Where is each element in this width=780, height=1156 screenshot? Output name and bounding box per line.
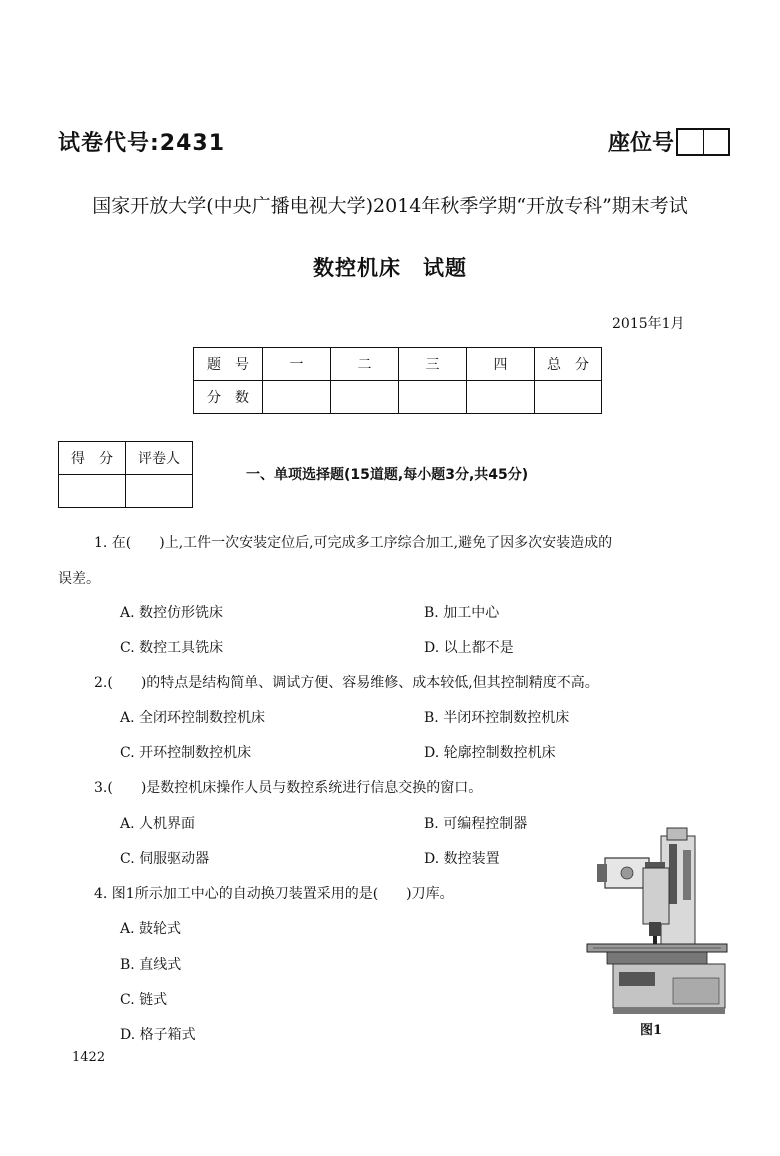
grader-table xyxy=(58,441,193,508)
question-2-option-b: B. 半闭环控制数控机床 xyxy=(424,710,570,726)
question-1-option-c: C. 数控工具铣床 xyxy=(120,640,224,656)
question-4-option-c: C. 链式 xyxy=(120,992,168,1008)
question-2-line-1: 2.( )的特点是结构简单、调试方便、容易维修、成本较低,但其控制精度不高。 xyxy=(94,675,599,691)
section-heading: 一、单项选择题(15道题,每小题3分,共45分) xyxy=(246,467,529,483)
score-table-header-row xyxy=(194,348,602,381)
seat-label: 座位号 xyxy=(608,131,675,156)
page-number: 1422 xyxy=(72,1050,106,1065)
score-table xyxy=(193,347,602,414)
question-3-option-a: A. 人机界面 xyxy=(120,816,196,832)
question-2-option-d: D. 轮廓控制数控机床 xyxy=(424,745,556,761)
score-table-cell: 题 号 xyxy=(194,348,263,381)
question-4-option-d: D. 格子箱式 xyxy=(120,1027,196,1043)
score-table-blank xyxy=(399,381,467,414)
score-table-blank xyxy=(467,381,535,414)
grader-score-blank xyxy=(59,475,126,508)
score-table-row-label: 分 数 xyxy=(194,381,263,414)
paper-code: 试卷代号:2431 xyxy=(58,131,226,156)
score-table-score-row xyxy=(194,381,602,414)
machining-center-image xyxy=(583,822,729,1018)
question-4-option-a: A. 鼓轮式 xyxy=(120,921,182,937)
seat-number xyxy=(608,126,730,157)
question-2-option-c: C. 开环控制数控机床 xyxy=(120,745,252,761)
question-1-option-a: A. 数控仿形铣床 xyxy=(120,605,224,621)
question-4-line-1: 4. 图1所示加工中心的自动换刀装置采用的是( )刀库。 xyxy=(94,886,454,902)
score-table-blank xyxy=(263,381,331,414)
question-4-option-b: B. 直线式 xyxy=(120,957,182,973)
figure-caption: 图1 xyxy=(640,1023,663,1038)
subject-title: 数控机床 试题 xyxy=(313,256,467,280)
question-2-option-a: A. 全闭环控制数控机床 xyxy=(120,710,266,726)
grader-label: 评卷人 xyxy=(126,442,193,475)
grader-score-label: 得 分 xyxy=(59,442,126,475)
question-3-line-1: 3.( )是数控机床操作人员与数控系统进行信息交换的窗口。 xyxy=(94,780,483,796)
score-table-blank xyxy=(535,381,602,414)
question-1-line-2: 误差。 xyxy=(58,571,100,587)
seat-number-boxes xyxy=(676,128,730,156)
question-3-option-b: B. 可编程控制器 xyxy=(424,816,528,832)
score-table-cell: 二 xyxy=(331,348,399,381)
question-1-option-b: B. 加工中心 xyxy=(424,605,500,621)
score-table-cell: 四 xyxy=(467,348,535,381)
score-table-blank xyxy=(331,381,399,414)
exam-title: 国家开放大学(中央广播电视大学)2014年秋季学期“开放专科”期末考试 xyxy=(92,195,688,217)
question-3-option-d: D. 数控装置 xyxy=(424,851,500,867)
score-table-cell: 总 分 xyxy=(535,348,602,381)
question-1-line-1: 1. 在( )上,工件一次安装定位后,可完成多工序综合加工,避免了因多次安装造成的 xyxy=(94,535,613,551)
score-table-cell: 一 xyxy=(263,348,331,381)
score-table-cell: 三 xyxy=(399,348,467,381)
question-1-option-d: D. 以上都不是 xyxy=(424,640,514,656)
question-3-option-c: C. 伺服驱动器 xyxy=(120,851,210,867)
exam-date: 2015年1月 xyxy=(612,316,685,332)
grader-name-blank xyxy=(126,475,193,508)
